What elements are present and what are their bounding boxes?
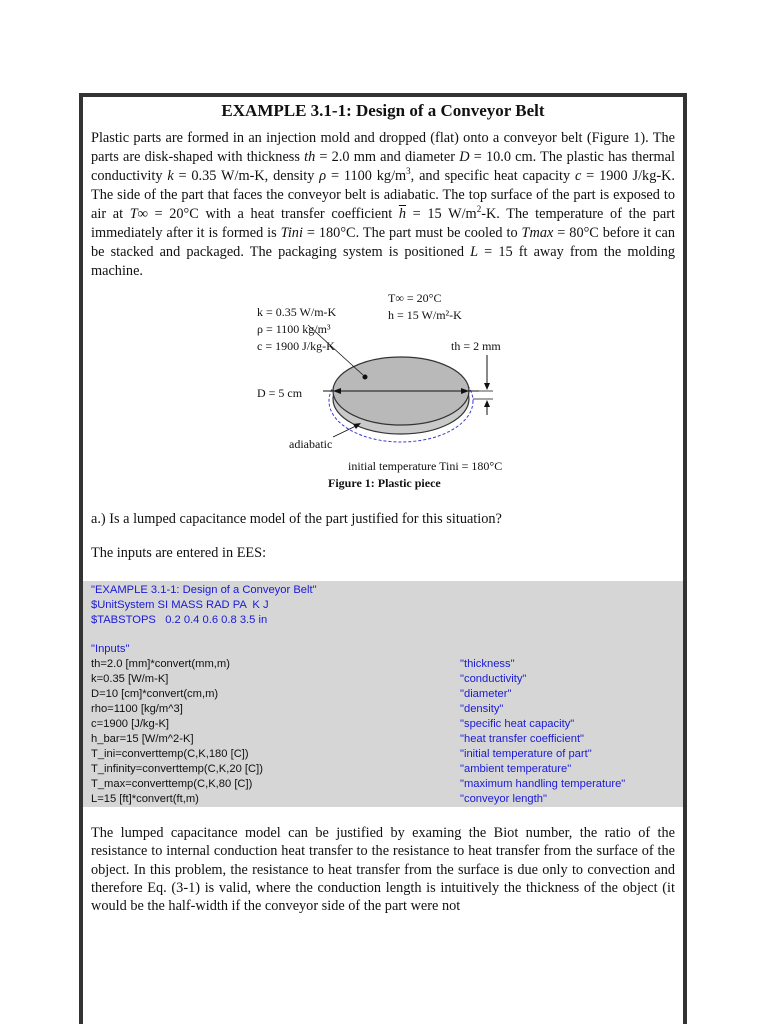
- code-line: L=15 [ft]*convert(ft,m): [91, 793, 199, 805]
- code-line: rho=1100 [kg/m^3]: [91, 703, 183, 715]
- example-title: EXAMPLE 3.1-1: Design of a Conveyor Belt: [221, 101, 545, 120]
- fig-caption: Figure 1: Plastic piece: [328, 476, 441, 490]
- code-line: T_ini=converttemp(C,K,180 [C]): [91, 748, 249, 760]
- code-line: T_max=converttemp(C,K,80 [C]): [91, 778, 253, 790]
- code-line: D=10 [cm]*convert(cm,m): [91, 688, 219, 700]
- code-comment: "diameter": [460, 688, 512, 700]
- code-comment: "density": [460, 703, 504, 715]
- fig-prop-k: k = 0.35 W/m-K: [257, 305, 337, 319]
- code-unitsystem: $UnitSystem SI MASS RAD PA K J: [91, 599, 269, 611]
- code-comment: "maximum handling temperature": [460, 778, 626, 790]
- code-line: th=2.0 [mm]*convert(mm,m): [91, 658, 230, 670]
- fig-prop-c: c = 1900 J/kg-K: [257, 339, 335, 353]
- inputs-label: The inputs are entered in EES:: [91, 545, 267, 561]
- code-comment: "ambient temperature": [460, 763, 572, 775]
- code-comment: "conveyor length": [460, 793, 547, 805]
- code-line: T_infinity=converttemp(C,K,20 [C]): [91, 763, 263, 775]
- code-line: h_bar=15 [W/m^2-K]: [91, 733, 194, 745]
- fig-adiabatic-label: adiabatic: [289, 437, 333, 451]
- code-line: k=0.35 [W/m-K]: [91, 673, 169, 685]
- disk-point: [363, 375, 368, 380]
- code-comment: "heat transfer coefficient": [460, 733, 585, 745]
- document-page: [79, 93, 687, 1024]
- code-inputs-comment: "Inputs": [91, 643, 130, 655]
- fig-initial-temp-label: initial temperature Tini = 180°C: [348, 459, 503, 473]
- code-comment: "initial temperature of part": [460, 748, 592, 760]
- code-title-comment: "EXAMPLE 3.1-1: Design of a Conveyor Belt": [91, 584, 317, 596]
- fig-th-label: th = 2 mm: [451, 339, 501, 353]
- code-comment: "specific heat capacity": [460, 718, 575, 730]
- fig-prop-rho: ρ = 1100 kg/m³: [257, 322, 331, 336]
- code-comment: "conductivity": [460, 673, 527, 685]
- plastic-piece-figure: [83, 287, 683, 502]
- biot-discussion: The lumped capacitance model can be justified by examing the Biot number, the ratio of the resistance to internal conduction heat transfer to the resistance to heat transfer from the surface of the object. In this problem, the resistance to heat transfer from the surface is due only to convection and therefore Eq. (3-1) is valid, where the conduction length is intuitively the thickness of the object (it would be the half-width if the conveyor side of the part were not: [91, 825, 675, 915]
- code-comment: "thickness": [460, 658, 515, 670]
- question-a: a.) Is a lumped capacitance model of the part justified for this situation?: [91, 511, 502, 527]
- fig-tinf-label: T∞ = 20°C: [388, 291, 442, 305]
- fig-h-label: h = 15 W/m²-K: [388, 308, 462, 322]
- ees-code-block: [83, 581, 683, 807]
- code-tabstops: $TABSTOPS 0.2 0.4 0.6 0.8 3.5 in: [91, 614, 268, 626]
- code-line: c=1900 [J/kg-K]: [91, 718, 170, 730]
- fig-d-label: D = 5 cm: [257, 386, 303, 400]
- problem-statement: Plastic parts are formed in an injection mold and dropped (flat) onto a conveyor belt (Figure 1). The parts are disk-shaped with thickness th = 2.0 mm and diameter D = 10.0 cm. The plastic has thermal conductivity k = 0.35 W/m-K, density ρ = 1100 $kg/m^3$, and specific heat capacity c = 1900 J/kg-K. The side of the part that faces the conveyor belt is adiabatic. The top surface of the part is exposed to air at T∞ = 20°C with a heat transfer coefficient $\overline{h} = 15$ $W/m^2-K$. The temperature of the part immediately after it is formed is Tini = 180°C. The part must be cooled to Tmax = 80°C before it can be stacked and packaged. The packaging system is positioned L = 15 ft away from the molding machine.: [91, 130, 676, 279]
